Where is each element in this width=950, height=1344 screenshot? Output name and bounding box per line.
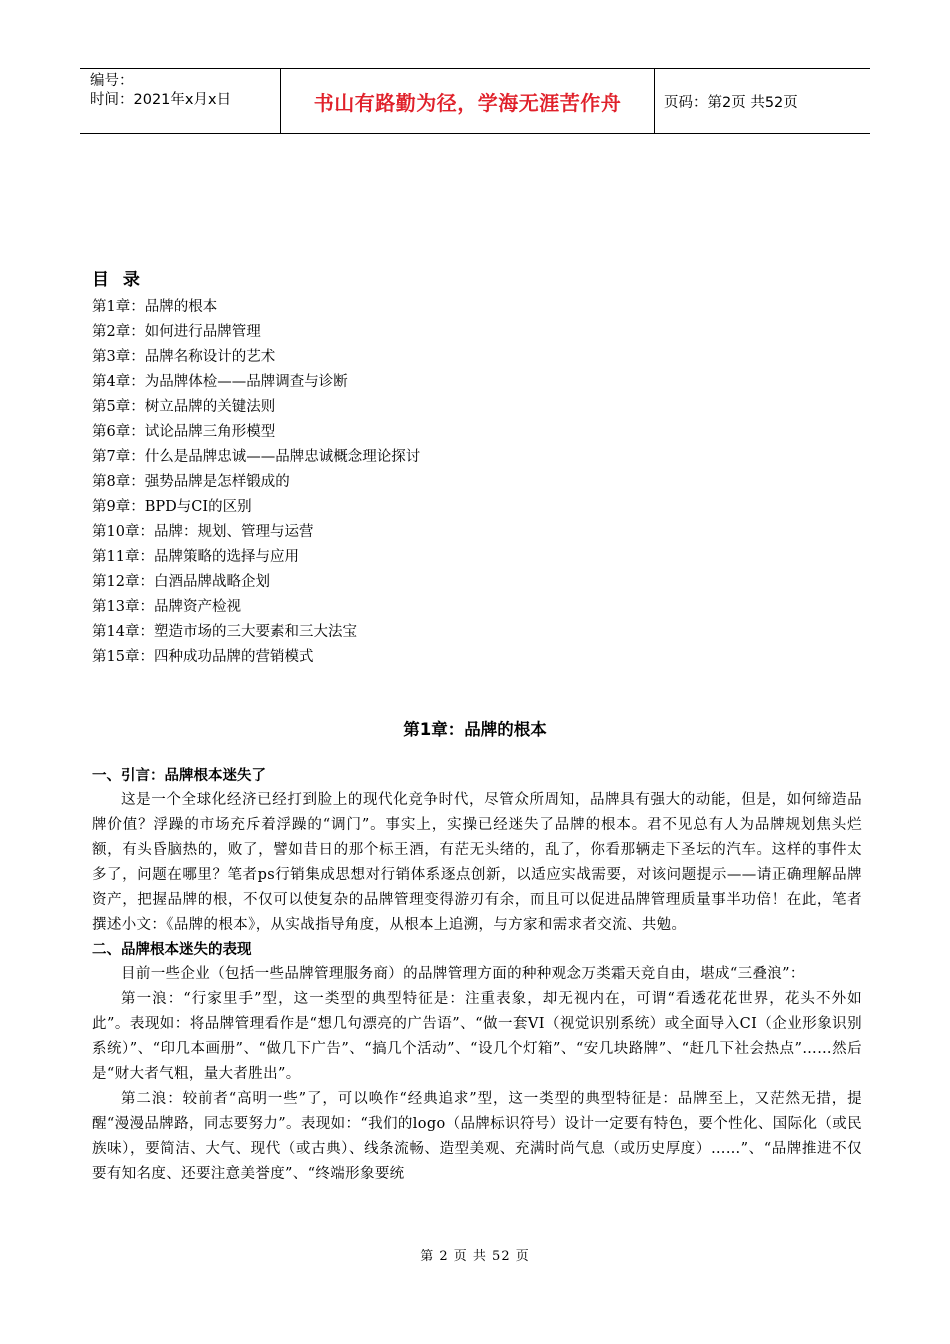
toc-item: 第4章：为品牌体检——品牌调查与诊断 xyxy=(92,374,348,390)
toc-item: 第14章：塑造市场的三大要素和三大法宝 xyxy=(92,624,357,640)
toc-item: 第11章：品牌策略的选择与应用 xyxy=(92,549,299,565)
toc-item: 第5章：树立品牌的关键法则 xyxy=(92,399,276,415)
toc-item: 第15章：四种成功品牌的营销模式 xyxy=(92,649,314,665)
section-heading: 一、引言：品牌根本迷失了 xyxy=(92,768,266,784)
toc-item: 第3章：品牌名称设计的艺术 xyxy=(92,349,276,365)
table-of-contents xyxy=(92,268,420,670)
document-header xyxy=(80,68,870,134)
header-meta-cell xyxy=(80,69,281,133)
page-footer: 第 2 页 共 52 页 xyxy=(420,1249,530,1264)
toc-item: 第7章：什么是品牌忠诚——品牌忠诚概念理论探讨 xyxy=(92,449,421,465)
document-code-label: 编号： xyxy=(90,73,134,89)
toc-item: 第12章：白酒品牌战略企划 xyxy=(92,574,270,590)
toc-item: 第10章：品牌：规划、管理与运营 xyxy=(92,524,314,540)
toc-title: 目 录 xyxy=(92,270,144,290)
paragraph: 第二浪：较前者“高明一些”了，可以唤作“经典追求”型，这一类型的典型特征是：品牌至上，又茫然无措，提醒“漫漫品牌路，同志要努力”。表现如：“我们的logo（品牌标识符号）设计一定要有特色，要个性化、国际化（或民族味），要简洁、大气、现代（或古典）、线条流畅、造型美观、充满时尚气息（或历史厚度）……”、“品牌推进不仅要有知名度、还要注意美誉度”、“终端形象要统 xyxy=(92,1091,862,1182)
chapter-title: 第1章：品牌的根本 xyxy=(403,720,547,739)
header-motto: 书山有路勤为径，学海无涯苦作舟 xyxy=(281,69,655,133)
document-date: 时间：2021年x月x日 xyxy=(90,92,232,108)
paragraph: 第一浪：“行家里手”型，这一类型的典型特征是：注重表象，却无视内在，可谓“看透花花世界，花头不外如此”。表现如：将品牌管理看作是“想几句漂亮的广告语”、“做一套VI（视觉识别系统）或全面导入CI（企业形象识别系统）”、“印几本画册”、“做几下广告”、“搞几个活动”、“设几个灯箱”、“安几块路牌”、“赶几下社会热点”……然后是“财大者气粗，量大者胜出”。 xyxy=(92,991,862,1082)
paragraph: 目前一些企业（包括一些品牌管理服务商）的品牌管理方面的种种观念万类霜天竞自由，堪成“三叠浪”： xyxy=(121,966,805,982)
section-heading: 二、品牌根本迷失的表现 xyxy=(92,942,252,958)
paragraph: 这是一个全球化经济已经打到脸上的现代化竞争时代，尽管众所周知，品牌具有强大的动能，但是，如何缔造品牌价值？浮躁的市场充斥着浮躁的“调门”。事实上，实操已经迷失了品牌的根本。君不见总有人为品牌规划焦头烂额，有头昏脑热的，败了，譬如昔日的那个标王酒，有茫无头绪的，乱了，你看那辆走下圣坛的汽车。这样的事件太多了，问题在哪里？笔者ps行销集成思想对行销体系逐点创新，以适应实战需要，对该问题提示——请正确理解品牌资产，把握品牌的根，不仅可以使复杂的品牌管理变得游刃有余，而且可以促进品牌管理质量事半功倍！在此，笔者撰述小文：《品牌的根本》，从实战指导角度，从根本上追溯，与方家和需求者交流、共勉。 xyxy=(92,792,862,933)
toc-item: 第9章：BPD与CI的区别 xyxy=(92,499,252,515)
toc-item: 第2章：如何进行品牌管理 xyxy=(92,324,261,340)
toc-item: 第1章：品牌的根本 xyxy=(92,299,218,315)
toc-item: 第6章：试论品牌三角形模型 xyxy=(92,424,276,440)
toc-item: 第13章：品牌资产检视 xyxy=(92,599,241,615)
header-page-info: 页码：第2页 共52页 xyxy=(664,94,798,111)
chapter-body xyxy=(92,764,862,1187)
toc-item: 第8章：强势品牌是怎样锻成的 xyxy=(92,474,290,490)
